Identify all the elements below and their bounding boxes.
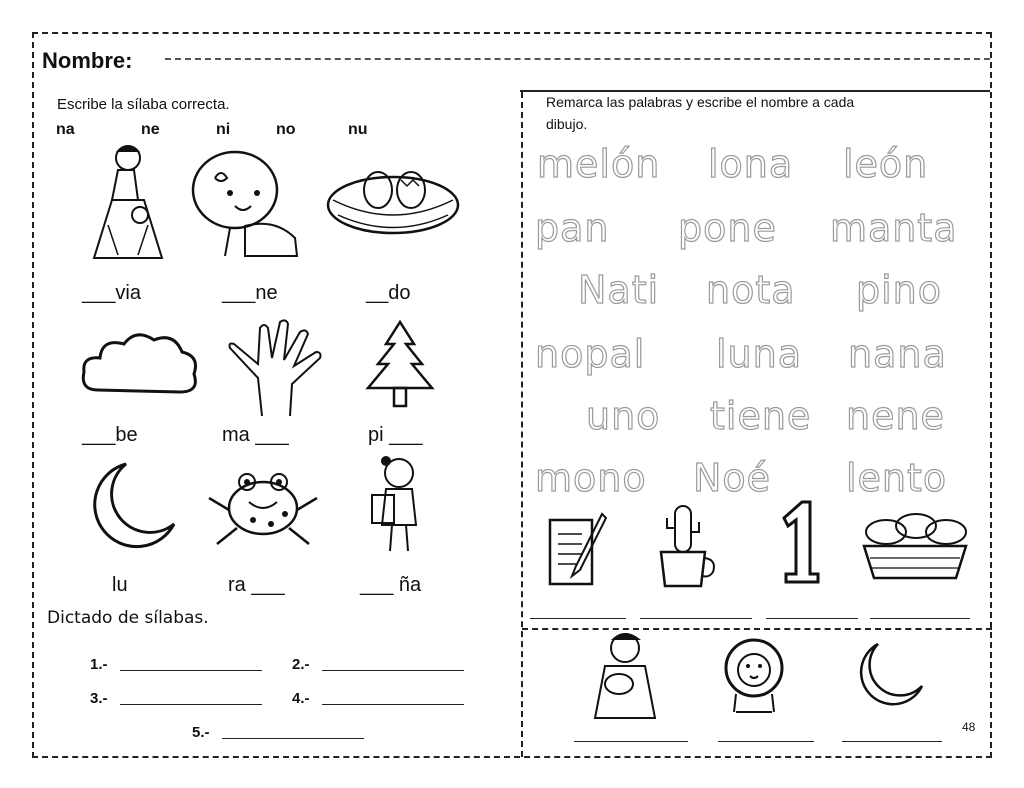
syllable-ne: ne [141, 121, 160, 138]
column-divider [521, 92, 523, 757]
syllable-na: na [56, 121, 75, 138]
trace-word[interactable]: nana [848, 332, 947, 376]
answer-line[interactable] [842, 741, 942, 742]
hand-icon [222, 318, 327, 418]
cactus-cup-icon [655, 498, 719, 590]
answer-line[interactable] [530, 618, 626, 619]
trace-word[interactable]: uno [586, 394, 661, 438]
left-instruction: Escribe la sílaba correcta. [57, 96, 230, 113]
dictation-item-2: 2.- [292, 656, 310, 673]
lion-icon [716, 636, 792, 716]
syllable-nu: nu [348, 121, 368, 138]
bride-icon [88, 140, 168, 265]
trace-word[interactable]: Noé [693, 456, 772, 500]
dictation-line-1[interactable] [120, 670, 262, 671]
fill-do[interactable]: __do [366, 282, 411, 304]
answer-line[interactable] [640, 618, 752, 619]
pine-tree-icon [360, 318, 440, 413]
syllable-no: no [276, 121, 296, 138]
syllable-ni: ni [216, 121, 231, 138]
cloud-icon [78, 330, 203, 400]
trace-word[interactable]: lona [708, 142, 794, 186]
fill-pi[interactable]: pi ___ [368, 424, 423, 446]
dictation-item-5: 5.- [192, 724, 210, 741]
dictation-item-3: 3.- [90, 690, 108, 707]
trace-word[interactable]: león [843, 142, 929, 186]
answer-line[interactable] [718, 741, 814, 742]
fill-ra[interactable]: ra ___ [228, 574, 285, 596]
frog-icon [203, 468, 323, 548]
dictation-line-4[interactable] [322, 704, 464, 705]
trace-word[interactable]: manta [830, 206, 958, 250]
fill-ne[interactable]: ___ne [222, 282, 278, 304]
right-instruction-line1: Remarca las palabras y escribe el nombre a cada [546, 94, 855, 110]
name-label: Nombre: [42, 48, 133, 73]
answer-line[interactable] [870, 618, 970, 619]
bread-basket-icon [860, 508, 970, 583]
dictation-line-3[interactable] [120, 704, 262, 705]
trace-word[interactable]: nopal [535, 332, 646, 376]
number-one-icon [778, 498, 822, 586]
fill-lu[interactable]: lu [112, 574, 128, 596]
dictation-item-4: 4.- [292, 690, 310, 707]
page-number: 48 [962, 720, 976, 734]
dictation-line-2[interactable] [322, 670, 464, 671]
moon-icon [852, 640, 926, 706]
trace-word[interactable]: lento [846, 456, 948, 500]
trace-word[interactable]: pan [535, 206, 610, 250]
baby-icon [185, 148, 310, 263]
fill-ma[interactable]: ma ___ [222, 424, 289, 446]
fill-na[interactable]: ___ ña [360, 574, 422, 596]
answer-line[interactable] [766, 618, 858, 619]
mother-baby-icon [585, 630, 665, 720]
name-write-line[interactable] [165, 58, 990, 60]
trace-word[interactable]: Nati [578, 268, 660, 312]
fill-be[interactable]: ___be [82, 424, 138, 446]
trace-word[interactable]: pino [856, 268, 943, 312]
trace-word[interactable]: nene [846, 394, 945, 438]
trace-word[interactable]: mono [535, 456, 647, 500]
trace-word[interactable]: pone [678, 206, 777, 250]
girl-icon [364, 455, 434, 555]
notebook-pencil-icon [546, 510, 608, 590]
trace-word[interactable]: nota [706, 268, 796, 312]
moon-icon [86, 460, 181, 550]
dictation-item-1: 1.- [90, 656, 108, 673]
trace-word[interactable]: luna [716, 332, 803, 376]
trace-word[interactable]: tiene [710, 394, 812, 438]
dictation-title: Dictado de sílabas. [47, 608, 209, 628]
fill-via[interactable]: ___via [82, 282, 141, 304]
nest-icon [323, 160, 463, 240]
dictation-line-5[interactable] [222, 738, 364, 739]
answer-line[interactable] [574, 741, 688, 742]
right-instruction-line2: dibujo. [546, 116, 588, 132]
header-rule [520, 90, 990, 92]
trace-word[interactable]: melón [537, 142, 661, 186]
